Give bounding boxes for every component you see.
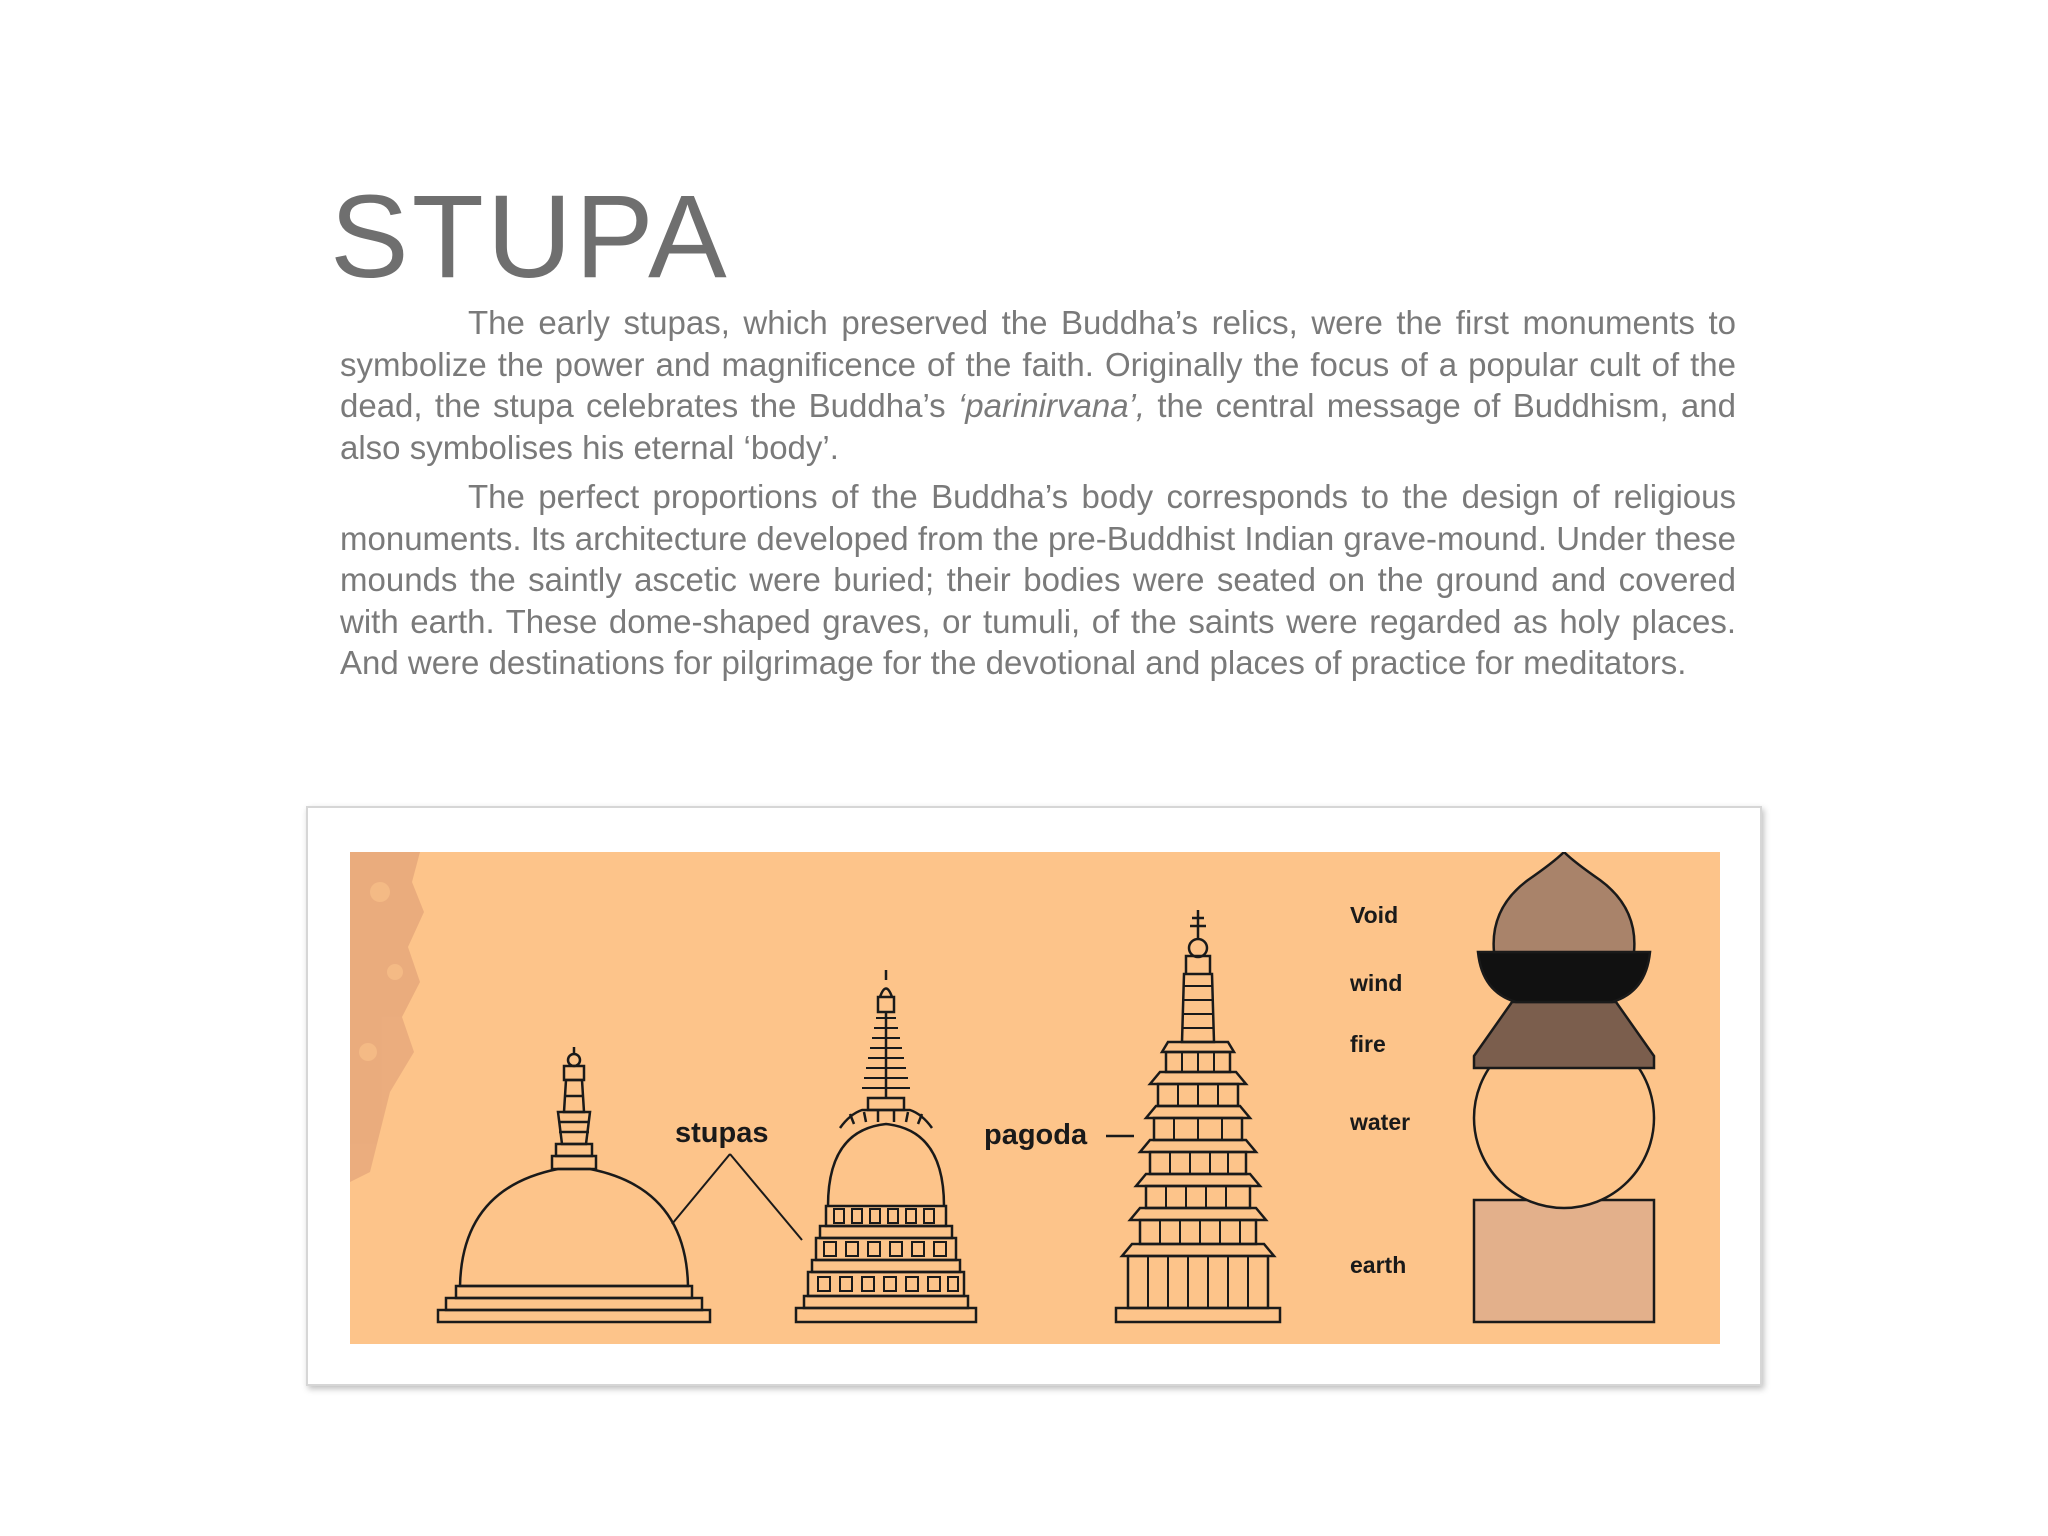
paragraph-1-text: The early stupas, which preserved the Buddha’s relics, were the first monuments to symbolize the power and magnificence of the faith. Originally the focus of a popular cult of the dead, the stupa celebrates the Buddha’s bbox=[340, 304, 1736, 424]
stupas-label: stupas bbox=[675, 1117, 769, 1149]
stupas-leader-lines bbox=[672, 1154, 802, 1240]
paragraph-1 bbox=[340, 302, 1736, 468]
element-label-water: water bbox=[1350, 1109, 1411, 1135]
stupa-figure-frame bbox=[306, 806, 1762, 1386]
element-label-wind: wind bbox=[1350, 970, 1403, 996]
pagoda-label: pagoda bbox=[984, 1119, 1088, 1151]
element-label-earth: earth bbox=[1350, 1252, 1407, 1278]
tiered-stupa bbox=[796, 970, 976, 1322]
paragraph-2: The perfect proportions of the Buddha’s body corresponds to the design of religious monuments. Its architecture developed from the pre-Buddhist Indian grave-mound. Under these mounds the saintly ascetic were buried; their bodies were seated on the ground and covered with earth. These dome-shaped graves, or tumuli, of the saints were regarded as holy places. And were destinations for pilgrimage for the devotional and places of practice for meditators. bbox=[340, 478, 1736, 681]
parinirvana-term: ‘parinirvana’, bbox=[957, 387, 1146, 424]
fire-element-pyramid bbox=[1474, 1002, 1654, 1068]
stupa-diagram-svg bbox=[350, 852, 1720, 1344]
stupa-diagram bbox=[350, 852, 1720, 1344]
void-element-jewel bbox=[1494, 852, 1635, 952]
body-text bbox=[340, 302, 1736, 692]
five-element-stupa bbox=[1474, 852, 1654, 1322]
paragraph-1-text-end: the central message of Buddhism, and also symbolises his eternal ‘body’. bbox=[340, 387, 1736, 466]
element-label-fire: fire bbox=[1350, 1031, 1386, 1057]
page-title: STUPA bbox=[330, 171, 730, 303]
weathered-edge bbox=[350, 852, 424, 1182]
pagoda bbox=[1116, 910, 1280, 1322]
element-label-void: Void bbox=[1350, 902, 1399, 928]
wind-element-crescent bbox=[1478, 952, 1650, 1002]
earth-element-cube bbox=[1474, 1200, 1654, 1322]
dome-stupa bbox=[438, 1047, 710, 1322]
